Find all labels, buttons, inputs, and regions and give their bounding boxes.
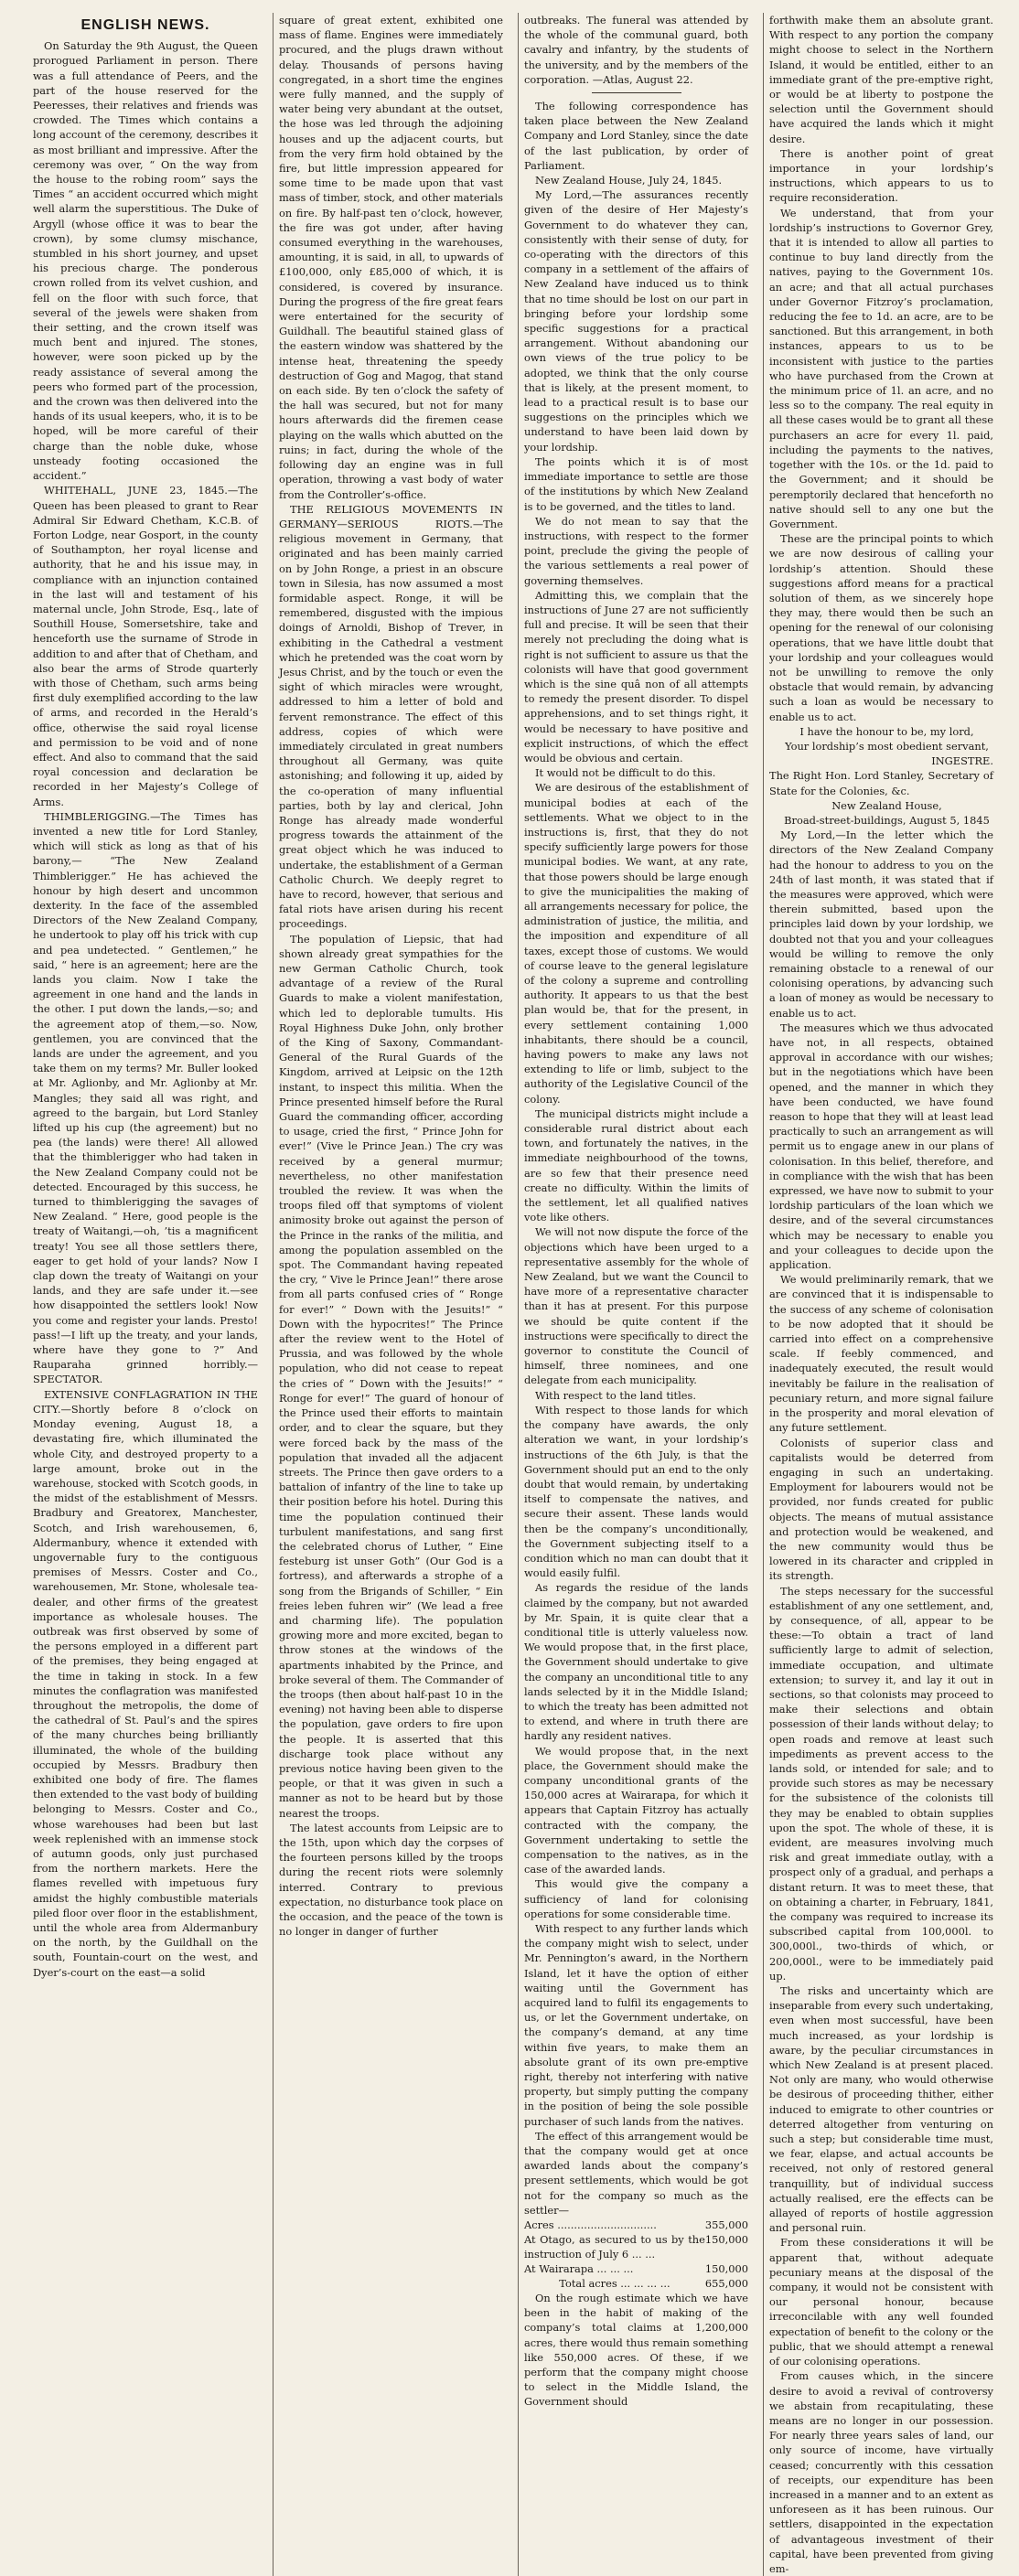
- letter-paragraph: The municipal districts might include a considerable rural district about each town, and fortunately the natives, in the immediate neighbourhood of the towns, are so few that their presence need create no difficulty. Within the limits of the settlement, let all qualified natives vote like others.: [524, 1106, 748, 1224]
- acres-value: 150,000: [704, 2262, 748, 2276]
- column-3: [518, 13, 754, 2576]
- letter-paragraph: We would propose that, in the next place, the Government should make the company unconditional grants of the 150,000 acres at Wairarapa, for which it appears that Captain Fitzroy has actually contracted with the company, the Government undertaking to settle the compensation to the natives, as in the case of the awarded lands.: [524, 1744, 748, 1876]
- letter-paragraph: There is another point of great importance in your lordship’s instructions, which appears to us to require reconsideration.: [769, 146, 993, 205]
- letter-paragraph: On the rough estimate which we have been in the habit of making of the company’s total claims at 1,200,000 acres, there would thus remain something like 550,000 acres. Of these, if we perform that the company might choose to select in the Middle Island, the Government should: [524, 2292, 748, 2409]
- letter-paragraph: We understand, that from your lordship’s instructions to Governor Grey, that it is intended to allow all parties to continue to buy land directly from the natives, paying to the Government 10s. an acre; and that all actual purchases under Governor Fitzroy’s proclamation, reducing the fee to 1d. an acre, are to be sanctioned. But this arrangement, in both instances, appears to us to be inconsistent with justice to the parties who have purchased from the Crown at the minimum price of 1l. an acre, and no less so to the company. The real equity in all these cases would be to grant all these purchasers an acre for every 1l. paid, including the payments to the natives, together with the 10s. or the 1d. paid to the Government; and it should be peremptorily declared that henceforth no native should sell to any one but the Government.: [769, 206, 993, 530]
- acres-label: At Wairarapa ... ... ...: [524, 2262, 634, 2276]
- article-whitehall: WHITEHALL, JUNE 23, 1845.—The Queen has been pleased to grant to Rear Admiral Sir Edward Chetham, K.C.B. of Forton Lodge, near Gosport, in the county of Southampton, her royal license and authority, that he and his issue may, in compliance with an injunction contained in the last will and testament of his maternal uncle, John Strode, Esq., late of Southill House, Somersetshire, take and henceforth use the surname of Strode in addition to and after that of Chetham, and also bear the arms of Strode quarterly with those of Chetham, such arms being first duly exemplified according to the law of arms, and recorded in the Herald’s office, otherwise the said royal license and permission to be void and of none effect. And also to command that the said royal concession and declaration be recorded in her Majesty’s College of Arms.: [33, 484, 258, 808]
- article-leipsic-riots: The population of Liepsic, that had shown already great sympathies for the new German Catholic Church, took advantage of a review of the Rural Guards to make a violent manifestation, which led to deplorable tumults. His Royal Highness Duke John, only brother of the King of Saxony, Commandant-General of the Rural Guards of the Kingdom, arrived at Leipsic on the 12th instant, to inspect this militia. When the Prince presented himself before the Rural Guard the commanding officer, according to usage, cried the first, “ Prince John for ever!” (Vive le Prince Jean.) The cry was received by a general murmur; nevertheless, no other manifestation troubled the review. It was when the troops filed off that symptoms of violent animosity broke out against the person of the Prince in the ranks of the militia, and among the population assembled on the spot. The Commandant having repeated the cry, “ Vive le Prince Jean!” there arose from all parts confused cries of “ Ronge for ever!” “ Down with the Jesuits!” “ Down with the hypocrites!” The Prince after the review went to the Hotel of Prussia, and was followed by the whole population, who did not cease to repeat the cries of “ Down with the Jesuits!” “ Ronge for ever!” The guard of honour of the Prince used their efforts to maintain order, and to clear the square, but they were forced back by the mass of the population that invaded all the adjacent streets. The Prince then gave orders to a battalion of infantry of the line to take up their position before his hotel. During this time the population continued their turbulent manifestations, and sang first the celebrated chorus of Luther, “ Eine festeburg ist unser Goth” (Our God is a fortress), and afterwards a strophe of a song from the Brigands of Schiller, “ Ein freies leben fuhren wir” (We lead a free and charming life). The population growing more and more excited, began to throw stones at the windows of the apartments inhabited by the Prince, and broke several of them. The Commander of the troops (then about half-past 10 in the evening) not having been able to disperse the population, gave orders to fire upon the people. It is asserted that this discharge took place without any previous notice having been given to the people, or that it was given in such a manner as not to be heard but by those nearest the troops.: [279, 932, 503, 1820]
- acres-label: At Otago, as secured to us by the instruction of July 6 ... ...: [524, 2233, 705, 2261]
- acres-value: 355,000: [704, 2218, 748, 2232]
- letter-closing: Your lordship’s most obedient servant,: [785, 739, 989, 753]
- acres-label: Acres ..............................: [524, 2218, 657, 2232]
- letter-paragraph: We do not mean to say that the instructions, with respect to the former point, preclude the giving the people of the various settlements a real power of governing themselves.: [524, 514, 748, 587]
- table-row: [524, 2261, 748, 2276]
- letter-paragraph: forthwith make them an absolute grant. With respect to any portion the company might choose to select in the Northern Island, it would be entitled, either to an immediate grant of the pre-emptive right, or would be at liberty to postpone the selection until the Government should have acquired the lands which it might desire.: [769, 14, 993, 145]
- letter-signature: INGESTRE.: [931, 754, 993, 768]
- letter-paragraph: These are the principal points to which we are now desirous of calling your lordship’s attention. Should these suggestions afford means for a practical solution of them, as we sincerely hope they may, there would then be such an opening for the renewal of our colonising operations, that we have little doubt that your lordship and your colleagues would not be unwilling to remove the only obstacle that would remain, by advancing such a loan as would be necessary to enable us to act.: [769, 532, 993, 723]
- letter-paragraph: Colonists of superior class and capitalists would be deterred from engaging in such an undertaking. Employment for labourers would not be provided, nor funds created for public objects. The means of mutual assistance and protection would be weakened, and the new community would thus be lowered in its character and crippled in its strength.: [769, 1436, 993, 1583]
- article-leipsic-latest: The latest accounts from Leipsic are to the 15th, upon which day the corpses of the fourteen persons killed by the troops during the recent riots were solemnly interred. Contrary to previous expectation, no disturbance took place on the occasion, and the peace of the town is no longer in danger of further: [279, 1821, 503, 1939]
- letter-paragraph: The risks and uncertainty which are inseparable from every such undertaking, even when most successful, have been much increased, as your lordship is aware, by the peculiar circumstances in which New Zealand is at present placed. Not only are many, who would otherwise be desirous of proceeding thither, either induced to emigrate to other countries or deterred altogether from venturing on such a step; but considerable time must, we fear, elapse, and actual accounts be received, not only of restored general tranquillity, but of individual success actually realised, ere the effects can be allayed of reports of hostile aggression and personal ruin.: [769, 1984, 993, 2235]
- letter-paragraph: We are desirous of the establishment of municipal bodies at each of the settlements. What we object to in the instructions is, first, that they do not specify sufficiently large powers for those municipal bodies. We want, at any rate, that those powers should be large enough to give the municipalities the making of all arrangements necessary for police, the administration of justice, the militia, and the imposition and expenditure of all taxes, except those of customs. We would of course leave to the general legislature of the colony a supreme and controlling authority. It appears to us that the best plan would be, that for the present, in every settlement containing 1,000 inhabitants, there should be a council, having powers to make any laws not extending to life or limb, subject to the authority of the Legislative Council of the colony.: [524, 781, 748, 1106]
- letter-paragraph: With respect to those lands for which the company have awards, the only alteration we want, in your lordship’s instructions of the 6th July, is that the Government should put an end to the only doubt that would remain, by undertaking itself to compensate the natives, and secure their assent. These lands would then be the company’s unconditionally, the Government subjecting itself to a condition which no man can doubt that it would easily fulfil.: [524, 1403, 748, 1580]
- column-grid: [27, 13, 999, 2575]
- letter-paragraph: Admitting this, we complain that the instructions of June 27 are not sufficiently full and precise. It will be seen that their merely not precluding the doing what is right is not sufficient to assure us that the colonists will have that good government which is the sine quâ non of all attempts to remedy the present disorder. To dispel apprehensions, and to set things right, it would be necessary to have positive and explicit instructions, of which the effect would be obvious and certain.: [524, 588, 748, 764]
- table-row: [524, 2232, 748, 2261]
- letter-paragraph: From causes which, in the sincere desire to avoid a revival of controversy we abstain from recapitulating, these means are no longer in our possession. For nearly three years sales of land, our only source of income, have virtually ceased; concurrently with this cessation of receipts, our expenditure has been increased in a manner and to an extent as unforeseen as it has been ruinous. Our settlers, disappointed in the expectation of advantageous investment of their capital, have been prevented from giving em-: [769, 2369, 993, 2575]
- letter-addressee: The Right Hon. Lord Stanley, Secretary of State for the Colonies, &c.: [769, 769, 993, 797]
- letter-paragraph: As regards the residue of the lands claimed by the company, but not awarded by Mr. Spain, it is quite clear that a conditional title is utterly valueless now. We would propose that, in the first place, the Government should undertake to give the company an unconditional title to any lands selected by it in the Middle Island; to which the treaty has been admitted not to extend, and where in truth there are hardly any resident natives.: [524, 1581, 748, 1743]
- letter-dateline: Broad-street-buildings, August 5, 1845: [784, 813, 990, 827]
- letter-paragraph: We will not now dispute the force of the objections which have been urged to a representative assembly for the whole of New Zealand, but we want the Council to have more of a representative character than it has at present. For this purpose we should be quite content if the instructions were specifically to direct the governor to constitute the Council of himself, three nominees, and one delegate from each municipality.: [524, 1225, 748, 1387]
- letter-paragraph: From these considerations it will be apparent that, without adequate pecuniary means at the disposal of the company, it would not be consistent with our personal honour, because irreconcilable with any well founded expectation of benefit to the colony or the public, that we should attempt a renewal of our colonising operations.: [769, 2236, 993, 2368]
- letter-closing: I have the honour to be, my lord,: [799, 724, 974, 738]
- letter-paragraph: The points which it is of most immediate importance to settle are those of the institutions by which New Zealand is to be governed, and the titles to land.: [524, 454, 748, 513]
- letter-paragraph: The measures which we thus advocated have not, in all respects, obtained approval in accordance with our wishes; but in the negotiations which have been opened, and the manner in which they have been conducted, we have found reason to hope that they will at least lead practically to such an arrangement as will permit us to engage anew in our plans of colonisation. In this belief, therefore, and in compliance with the wish that has been expressed, we have now to submit to your lordship particulars of the loan which we desire, and of the several circumstances which may be necessary to enable you and your colleagues to decide upon the application.: [769, 1021, 993, 1272]
- article-prorogation: On Saturday the 9th August, the Queen prorogued Parliament in person. There was a full attendance of Peers, and the part of the house reserved for the Peeresses, their relatives and friends was crowded. The Times which contains a long account of the ceremony, describes it as most brilliant and impressive. After the ceremony was over, “ On the way from the house to the robing room” says the Times “ an accident occurred which might well alarm the superstitious. The Duke of Argyll (whose office it was to bear the crown), by some clumsy mischance, stumbled in his short journey, and upset his precious charge. The ponderous crown rolled from its velvet cushion, and fell on the floor with such force, that several of the jewels were shaken from their setting, and the crown itself was much bent and injured. The stones, however, were soon picked up by the ready assistance of several among the peers who formed part of the procession, and the crown was then delivered into the hands of its usual keepers, who, it is to be hoped, will be more careful of their charge than the noble duke, whose unsteady footing occasioned the accident.”: [33, 39, 258, 483]
- column-4: [763, 13, 999, 2576]
- section-masthead: ENGLISH NEWS.: [80, 17, 210, 33]
- letter-paragraph: With respect to the land titles.: [535, 1388, 696, 1402]
- letter-paragraph: This would give the company a sufficiency of land for colonising operations for some considerable time.: [524, 1877, 748, 1920]
- acres-table: [524, 2218, 748, 2291]
- acres-value: 655,000: [704, 2277, 748, 2291]
- column-2: [273, 13, 509, 2576]
- column-1: [27, 13, 263, 2576]
- table-row: [524, 2218, 748, 2232]
- letter-paragraph: My Lord,—In the letter which the directors of the New Zealand Company had the honour to address to you on the 24th of last month, it was stated that if the measures were approved, which were therein submitted, based upon the principles laid down by your lordship, we doubted not that you and your colleagues would be willing to remove the only remaining obstacle to a renewal of our colonising operations, by advancing such a loan of money as would be necessary to enable us to act.: [769, 828, 993, 1020]
- letter-dateline: New Zealand House,: [831, 798, 942, 812]
- letter-paragraph: My Lord,—The assurances recently given of the desire of Her Majesty’s Government to do whatever they can, consistently with their sense of duty, for co-operating with the directors of this company in a settlement of the affairs of New Zealand have induced us to think that no time should be lost on our part in bringing before your lordship some specific suggestions for a practical arrangement. Without abandoning our own views of the true policy to be adopted, we think that the only course that is likely, at the present moment, to lead to a practical result is to base our suggestions on the principles which we understand to have been laid down by your lordship.: [524, 188, 748, 454]
- letter-dateline: New Zealand House, July 24, 1845.: [535, 174, 723, 187]
- acres-label: Total acres ... ... ... ...: [559, 2277, 670, 2291]
- table-row: [524, 2276, 748, 2291]
- article-religious-movements: THE RELIGIOUS MOVEMENTS IN GERMANY—SERIOUS RIOTS.—The religious movement in Germany, that originated and has been mainly carried on by John Ronge, a priest in an obscure town in Silesia, has now assumed a most formidable aspect. Ronge, it will be remembered, disgusted with the impious doings of Arnoldi, Bishop of Trever, in exhibiting in the Cathedral a vestment which he pretended was the coat worn by Jesus Christ, and by the touch or even the sight of which miracles were wrought, addressed to him a letter of bold and fervent remonstrance. The effect of this address, copies of which were immediately circulated in great numbers throughout all Germany, was quite astonishing; and following it up, aided by the co-operation of many influential parties, both by lay and clerical, John Ronge has already made wonderful progress towards the attainment of the great object which he was induced to undertake, the establishment of a German Catholic Church. We deeply regret to have to record, however, that serious and fatal riots have arisen during his recent proceedings.: [279, 502, 503, 931]
- letter-paragraph: With respect to any further lands which the company might wish to select, under Mr. Pennington’s award, in the Northern Island, let it have the option of either waiting until the Government has acquired land to fulfil its engagements to us, or let the Government undertake, on the company’s demand, at any time within five years, to make them an absolute grant of its own pre-emptive right, thereby not interfering with native property, but simply putting the company in the position of being the sole possible purchaser of such lands from the natives.: [524, 1922, 748, 2128]
- article-funeral: outbreaks. The funeral was attended by the whole of the communal guard, both cavalry and infantry, by the students of the university, and by the members of the corporation. —Atlas, August 22.: [524, 14, 748, 86]
- acres-value: 150,000: [704, 2233, 748, 2247]
- letter-paragraph: The effect of this arrangement would be that the company would get at once awarded lands about the company’s present settlements, which would be got not for the company so much as the settler—: [524, 2129, 748, 2217]
- article-conflagration: EXTENSIVE CONFLAGRATION IN THE CITY.—Shortly before 8 o’clock on Monday evening, August 18, a devastating fire, which illuminated the whole City, and destroyed property to a large amount, broke out in the warehouse, stocked with Scotch goods, in the midst of the establishment of Messrs. Bradbury and Greatorex, Manchester, Scotch, and Irish warehousemen, 6, Aldermanbury, whence it extended with ungovernable fury to the contiguous premises of Messrs. Coster and Co., warehousemen, Mr. Stone, wholesale tea-dealer, and other firms of the greatest importance as wholesale houses. The outbreak was first observed by some of the persons employed in a different part of the premises, they being engaged at the time in taking in stock. In a few minutes the conflagration was manifested throughout the metropolis, the dome of the cathedral of St. Paul’s and the spires of the many churches being brilliantly illuminated, the whole of the building occupied by Messrs. Bradbury then exhibited one body of fire. The flames then extended to the vast body of building belonging to Messrs. Coster and Co., whose warehouses had been but last week replenished with an immense stock of autumn goods, only just purchased from the northern markets. Here the flames revelled with impetuous fury amidst the highly combustible materials piled floor over floor in the establishment, until the whole area from Aldermanbury on the north, by the Guildhall on the south, Fountain-court on the west, and Dyer’s-court on the east—a solid: [33, 1387, 258, 1979]
- letter-paragraph: The steps necessary for the successful establishment of any one settlement, and, by consequence, of all, appear to be these:—To obtain a tract of land sufficiently large to admit of selection, immediate occupation, and ultimate extension; to survey it, and lay it out in sections, so that colonists may proceed to make their selections and obtain possession of their lands without delay; to open roads and remove at least such impediments as prevent access to the lands sold, or intended for sale; and to provide such stores as may be necessary for the subsistence of the colonists till they may be enabled to obtain supplies upon the spot. The whole of these, it is evident, are measures involving much risk and great immediate outlay, with a prospect only of a gradual, and perhaps a distant return. It was to meet these, that on obtaining a charter, in February, 1841, the company was required to increase its subscribed capital from 100,000l. to 300,000l., two-thirds of which, or 200,000l., were to be immediately paid up.: [769, 1584, 993, 1983]
- correspondence-intro: The following correspondence has taken place between the New Zealand Company and Lord Stanley, since the date of the last publication, by order of Parliament.: [524, 100, 748, 172]
- divider-rule: [592, 92, 681, 93]
- letter-paragraph: We would preliminarily remark, that we are convinced that it is indispensable to the success of any scheme of colonisation to be now adopted that it should be carried into effect on a comprehensive scale. If feebly commenced, and inadequately executed, the result would inevitably be failure in the realisation of pecuniary return, and more signal failure in the prosperity and moral elevation of any future settlement.: [769, 1273, 993, 1435]
- article-thimblerigging: THIMBLERIGGING.—The Times has invented a new title for Lord Stanley, which will stick as long as that of his barony,— “The New Zealand Thimblerigger.” He has achieved the honour by high desert and uncommon dexterity. In the face of the assembled Directors of the New Zealand Company, he undertook to play off his trick with cup and pea undetected. “ Gentlemen,” he said, “ here is an agreement; here are the lands you claim. Now I take the agreement in one hand and the lands in the other. I put down the lands,—so; and the agreement atop of them,—so. Now, gentlemen, you are convinced that the lands are under the agreement, and you take them on my terms? Mr. Buller looked at Mr. Aglionby, and Mr. Aglionby at Mr. Mangles; they said all was right, and agreed to the bargain, but Lord Stanley lifted up his cup (the agreement) but no pea (the lands) were there! All allowed that the thimblerigger who had taken in the New Zealand Company could not be detected. Encouraged by this success, he turned to thimblerigging the savages of New Zealand. “ Here, good people is the treaty of Waitangi,—oh, ’tis a magnificent treaty! You see all those settlers there, eager to get hold of your lands? Now I clap down the treaty of Waitangi on your lands, and they are safe under it.—see how disappointed the settlers look! Now you come and register your lands. Presto! pass!—I lift up the treaty, and your lands, where have they gone to ?” And Rauparaha grinned horribly.—SPECTATOR.: [33, 809, 258, 1386]
- article-conflagration-cont: square of great extent, exhibited one mass of flame. Engines were immediately procured, and the plugs drawn without delay. Thousands of persons having congregated, in a short time the engines were fully manned, and the supply of water being very abundant at the outset, the hose was led through the adjoining houses and up the adjacent courts, but from the very firm hold obtained by the fire, but little impression appeared for some time to be made upon that vast mass of timber, stock, and other materials on fire. By half-past ten o’clock, however, the fire was got under, after having consumed everything in the warehouses, amounting, it is said, in all, to upwards of £100,000, only £85,000 of which, it is considered, is covered by insurance. During the progress of the fire great fears were entertained for the security of Guildhall. The beautiful stained glass of the eastern window was shattered by the intense heat, threatening the speedy destruction of Gog and Magog, that stand on each side. By ten o’clock the safety of the hall was secured, but not for many hours afterwards did the firemen cease playing on the walls which abutted on the ruins; in fact, during the whole of the following day an engine was in full operation, throwing a vast body of water from the Controller’s-office.: [279, 14, 503, 501]
- letter-paragraph: It would not be difficult to do this.: [535, 766, 716, 780]
